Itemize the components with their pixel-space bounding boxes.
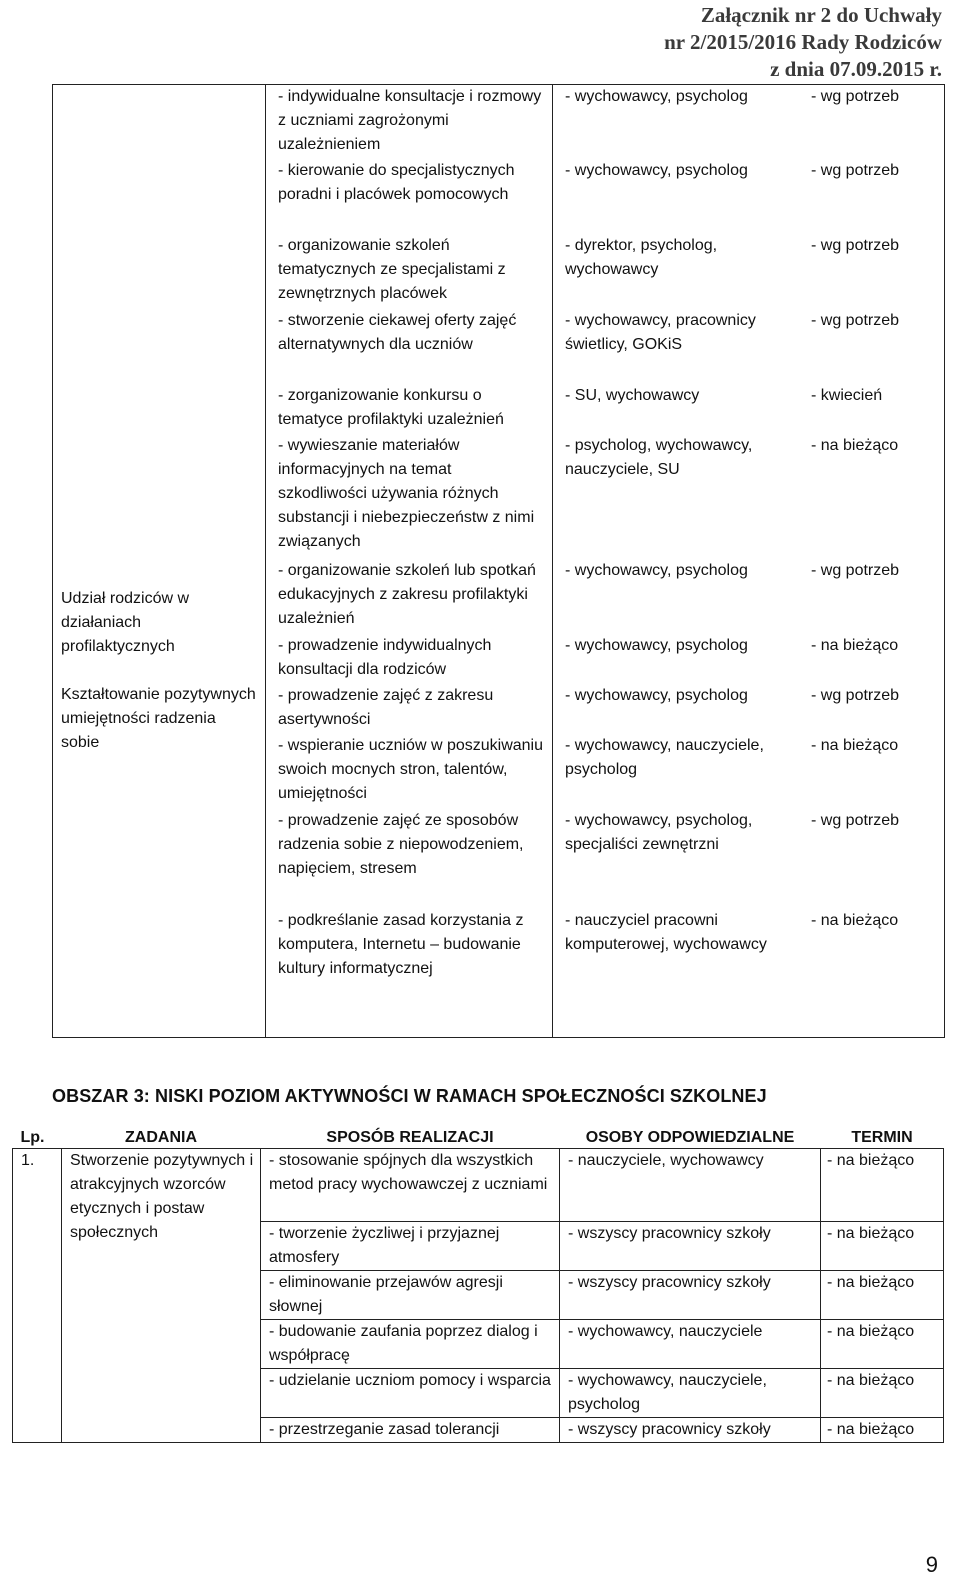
responsible-cell <box>553 85 812 1038</box>
goal-text: Udział rodziców w działaniach profilaktycznych <box>61 590 190 655</box>
area3-table <box>12 1128 944 1443</box>
method-item: - kierowanie do specjalistycznych poradni i placówek pomocowych <box>278 162 515 203</box>
header-line-2: nr 2/2015/2016 Rady Rodziców <box>664 30 942 54</box>
deadline-item: - na bieżąco <box>811 437 899 454</box>
responsible-item: - psycholog, wychowawcy, nauczyciele, SU <box>565 437 753 478</box>
deadline-item: - na bieżąco <box>821 1222 944 1271</box>
method-item: - przestrzeganie zasad tolerancji <box>261 1418 560 1443</box>
method-item: - stworzenie ciekawej oferty zajęć alternatywnych dla uczniów <box>278 312 517 353</box>
page-number: 9 <box>925 1552 938 1577</box>
deadline-item: - wg potrzeb <box>811 88 900 105</box>
method-item: - wywieszanie materiałów informacyjnych na temat szkodliwości używania różnych substancji i niebezpieczeństw z nimi związanych <box>278 437 535 550</box>
deadline-item: - na bieżąco <box>811 637 899 654</box>
method-item: - zorganizowanie konkursu o tematyce profilaktyki uzależnień <box>278 387 504 428</box>
deadline-item: - wg potrzeb <box>811 812 900 829</box>
activities-table <box>52 84 945 1038</box>
responsible-item: - wszyscy pracownicy szkoły <box>560 1222 821 1271</box>
deadline-item: - wg potrzeb <box>811 687 900 704</box>
header-sposob: SPOSÓB REALIZACJI <box>261 1128 560 1149</box>
header-termin: TERMIN <box>821 1128 944 1149</box>
responsible-item: - nauczyciel pracowni komputerowej, wychowawcy <box>565 912 767 953</box>
methods-cell <box>266 85 553 1038</box>
responsible-item: - wychowawcy, nauczyciele <box>560 1320 821 1369</box>
document-header <box>664 2 942 83</box>
deadline-item: - na bieżąco <box>821 1271 944 1320</box>
responsible-item: - wychowawcy, psycholog <box>565 687 748 704</box>
responsible-item: - wychowawcy, psycholog <box>565 562 748 579</box>
method-item: - organizowanie szkoleń tematycznych ze specjalistami z zewnętrznych placówek <box>278 237 506 302</box>
responsible-item: - dyrektor, psycholog, wychowawcy <box>565 237 718 278</box>
responsible-item: - wychowawcy, psycholog <box>565 637 748 654</box>
deadline-item: - kwiecień <box>811 387 883 404</box>
method-item: - indywidualne konsultacje i rozmowy z uczniami zagrożonymi uzależnieniem <box>278 88 542 153</box>
deadline-item: - wg potrzeb <box>811 312 900 329</box>
method-item: - eliminowanie przejawów agresji słownej <box>261 1271 560 1320</box>
deadline-item: - na bieżąco <box>821 1418 944 1443</box>
method-item: - podkreślanie zasad korzystania z komputera, Internetu – budowanie kultury informatycznej <box>278 912 524 977</box>
goal-text: Kształtowanie pozytywnych umiejętności radzenia sobie <box>61 686 256 751</box>
responsible-item: - wszyscy pracownicy szkoły <box>560 1271 821 1320</box>
deadline-item: - na bieżąco <box>811 912 899 929</box>
deadline-item: - na bieżąco <box>821 1369 944 1418</box>
header-line-1: Załącznik nr 2 do Uchwały <box>700 3 942 27</box>
deadline-item: - na bieżąco <box>821 1320 944 1369</box>
responsible-item: - wychowawcy, nauczyciele, psycholog <box>560 1369 821 1418</box>
deadline-item: - na bieżąco <box>811 737 899 754</box>
responsible-item: - wychowawcy, psycholog, specjaliści zewnętrzni <box>565 812 753 853</box>
header-osoby: OSOBY ODPOWIEDZIALNE <box>560 1128 821 1149</box>
table-row <box>13 1149 944 1222</box>
responsible-item: - SU, wychowawcy <box>565 387 700 404</box>
table-header-row <box>13 1128 944 1149</box>
header-line-3: z dnia 07.09.2015 r. <box>770 57 942 81</box>
responsible-item: - wychowawcy, psycholog <box>565 162 748 179</box>
method-item: - budowanie zaufania poprzez dialog i współpracę <box>261 1320 560 1369</box>
method-item: - prowadzenie indywidualnych konsultacji dla rodziców <box>278 637 492 678</box>
task-cell: Stworzenie pozytywnych i atrakcyjnych wzorców etycznych i postaw społecznych <box>62 1149 261 1443</box>
lp-cell: 1. <box>13 1149 62 1443</box>
method-item: - tworzenie życzliwej i przyjaznej atmosfery <box>261 1222 560 1271</box>
method-item: - prowadzenie zajęć ze sposobów radzenia sobie z niepowodzeniem, napięciem, stresem <box>278 812 524 877</box>
responsible-item: - wychowawcy, psycholog <box>565 88 748 105</box>
responsible-item: - wychowawcy, nauczyciele, psycholog <box>565 737 764 778</box>
method-item: - organizowanie szkoleń lub spotkań edukacyjnych z zakresu profilaktyki uzależnień <box>278 562 536 627</box>
method-item: - udzielanie uczniom pomocy i wsparcia <box>261 1369 560 1418</box>
goals-cell <box>53 85 266 1038</box>
header-lp: Lp. <box>13 1128 62 1149</box>
deadline-item: - na bieżąco <box>821 1149 944 1222</box>
deadline-cell <box>811 85 945 1038</box>
deadline-item: - wg potrzeb <box>811 162 900 179</box>
method-item: - prowadzenie zajęć z zakresu asertywności <box>278 687 494 728</box>
deadline-item: - wg potrzeb <box>811 237 900 254</box>
section-title: OBSZAR 3: NISKI POZIOM AKTYWNOŚCI W RAMACH SPOŁECZNOŚCI SZKOLNEJ <box>52 1086 767 1106</box>
responsible-item: - nauczyciele, wychowawcy <box>560 1149 821 1222</box>
method-item: - stosowanie spójnych dla wszystkich metod pracy wychowawczej z uczniami <box>261 1149 560 1222</box>
header-zadania: ZADANIA <box>62 1128 261 1149</box>
responsible-item: - wszyscy pracownicy szkoły <box>560 1418 821 1443</box>
method-item: - wspieranie uczniów w poszukiwaniu swoich mocnych stron, talentów, umiejętności <box>278 737 544 802</box>
responsible-item: - wychowawcy, pracownicy świetlicy, GOKiS <box>565 312 756 353</box>
deadline-item: - wg potrzeb <box>811 562 900 579</box>
